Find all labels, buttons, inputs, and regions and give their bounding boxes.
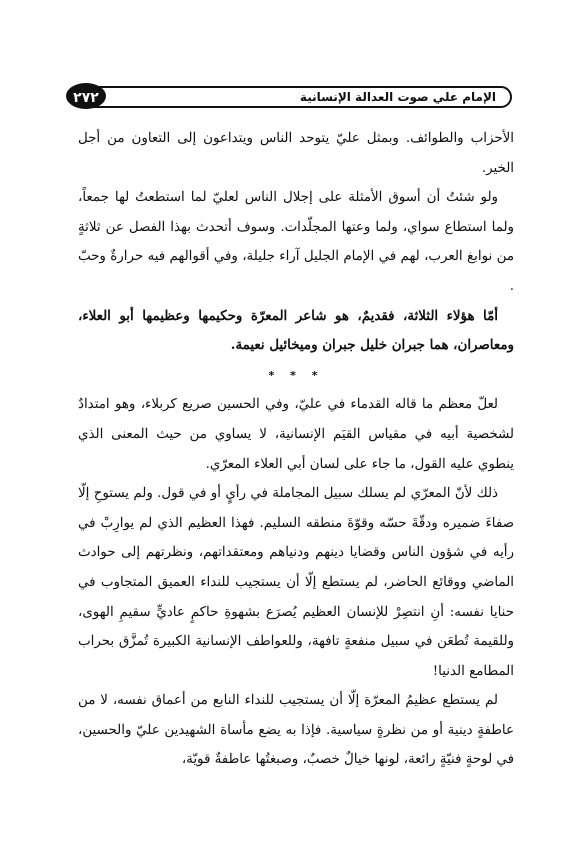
running-header-title: الإمام علي صوت العدالة الإنسانية: [299, 90, 496, 104]
paragraph-6: لم يستطع عظيمُ المعرّة إلّا أن يستجيب للنداء النابع من أعماق نفسه، لا من عاطفةٍ دينية أو من نظرةٍ سياسية. فإذا به يضع مأساة الشهيدين عليّ والحسين، في لوحةٍ فنيّةٍ رائعة، لونها خيالٌ خصبٌ، وصبغتُها عاطفةٌ قويّة،: [78, 693, 514, 768]
paragraph-4: لعلّ معظم ما قاله القدماء في عليّ، وفي الحسين صريع كربلاء، وهو امتدادٌ لشخصية أبيه في مقياس القيَم الإنسانية، لا يساوي من حيث المعنى الذي ينطوي عليه القول، ما جاء على لسان أبي العلاء المعرّي.: [78, 397, 514, 472]
running-header: [73, 86, 512, 108]
paragraph-5: ذلك لأنّ المعرّي لم يسلك سبيل المجاملة في رأيٍ أو في قول. ولم يستوحِ إلّا صفاءَ ضميره ودقّةَ حسّه وقوّةَ منطقه السليم. فهذا العظيم الذي لم يوارِبْ في رأيه في شؤون الناس وقضايا دينهم ودنياهم ومعتقداتهم، ونظرتهم إلى حوادث الماضي ووقائع الحاضر، لم يستطع إلّا أن يستجيب للنداء العميق المتجاوب في حنايا نفسه: أنِ انتصِرْ للإنسان العظيم يُصرَع بشهوةِ حاكمٍ عاديٍّ سقيمِ الهوى، وللقيمة تُطعَن في سبيل منفعةٍ تافهة، وللعواطف الإنسانية الكبيرة تُمزَّق بحراب المطامع الدنيا!: [78, 486, 514, 679]
paragraph-3: أمّا هؤلاء الثلاثة، فقديمٌ، هو شاعر المعرّة وحكيمها وعظيمها أبو العلاء، ومعاصران، هما جبران خليل جبران وميخائيل نعيمة.: [78, 307, 514, 354]
page-number: ٢٧٢: [66, 83, 106, 109]
paragraph-1: الأحزاب والطوائف. وبمثل عليّ يتوحد الناس ويتداعون إلى التعاون من أجل الخير.: [78, 131, 514, 176]
page-body: [78, 124, 514, 775]
paragraph-2: ولو شئتُ أن أسوق الأمثلة على إجلال الناس لعليّ لما استطعتُ لها جمعاً، ولما استطاع سواي، ولما وعتها المجلّدات. وسوف أتحدث بهذا الفصل عن ثلاثةٍ من نوابغ العرب، لهم في الإمام الجليل آراء جليلة، وفي أقوالهم فيه حرارةٌ وحبّ .: [78, 190, 514, 294]
section-separator: * * *: [268, 368, 324, 382]
